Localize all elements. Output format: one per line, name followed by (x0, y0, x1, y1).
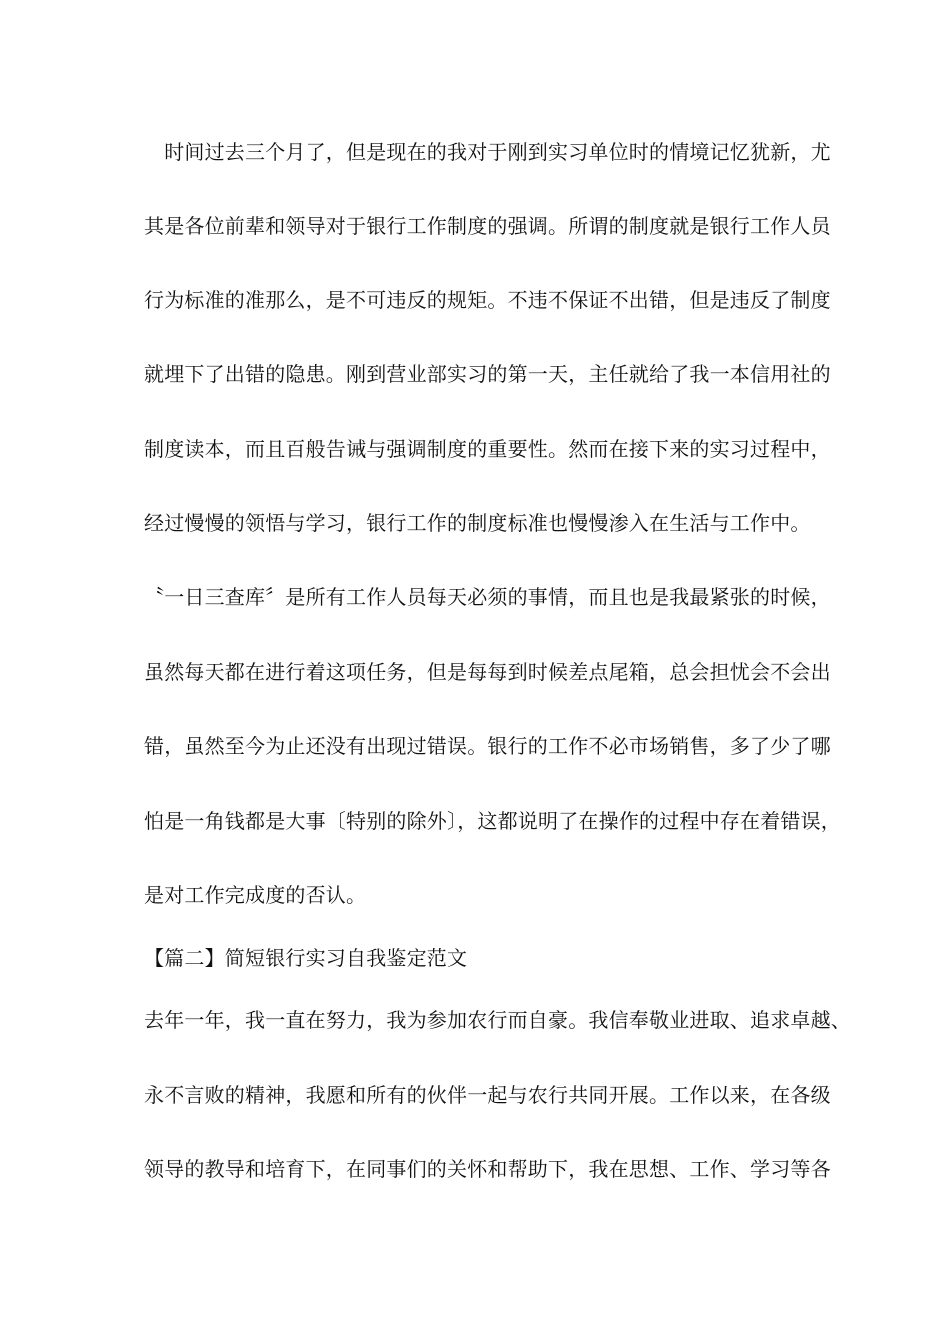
paragraph-line: 就埋下了出错的隐患。刚到营业部实习的第一天，主任就给了我一本信用社的 (144, 362, 831, 386)
paragraph-line: 错，虽然至今为止还没有出现过错误。银行的工作不必市场销售，多了少了哪 (144, 734, 831, 758)
paragraph-line: 虽然每天都在进行着这项任务，但是每每到时候差点尾箱，总会担忧会不会出 (144, 660, 831, 684)
paragraph-line: 时间过去三个月了，但是现在的我对于刚到实习单位时的情境记忆犹新，尤 (144, 140, 831, 164)
paragraph-line: 经过慢慢的领悟与学习，银行工作的制度标准也慢慢渗入在生活与工作中。 (144, 511, 811, 535)
paragraph-line: 领导的教导和培育下，在同事们的关怀和帮助下，我在思想、工作、学习等各 (144, 1157, 831, 1181)
paragraph-line: 怕是一角钱都是大事〔特别的除外〕，这都说明了在操作的过程中存在着错误， (144, 809, 841, 833)
section-heading: 【篇二】简短银行实习自我鉴定范文 (144, 946, 468, 970)
paragraph-line: 是对工作完成度的否认。 (144, 883, 367, 907)
paragraph-line: 永不言败的精神，我愿和所有的伙伴一起与农行共同开展。工作以来，在各级 (144, 1083, 831, 1107)
paragraph-line: 制度读本，而且百般告诫与强调制度的重要性。然而在接下来的实习过程中， (144, 437, 831, 461)
paragraph-line: 〝一日三查库〞是所有工作人员每天必须的事情，而且也是我最紧张的时候， (144, 585, 831, 609)
paragraph-line: 其是各位前辈和领导对于银行工作制度的强调。所谓的制度就是银行工作人员 (144, 214, 831, 238)
paragraph-line: 行为标准的准那么，是不可违反的规矩。不违不保证不出错，但是违反了制度 (144, 288, 831, 312)
paragraph-line: 去年一年，我一直在努力，我为参加农行而自豪。我信奉敬业进取、追求卓越、 (144, 1008, 851, 1032)
